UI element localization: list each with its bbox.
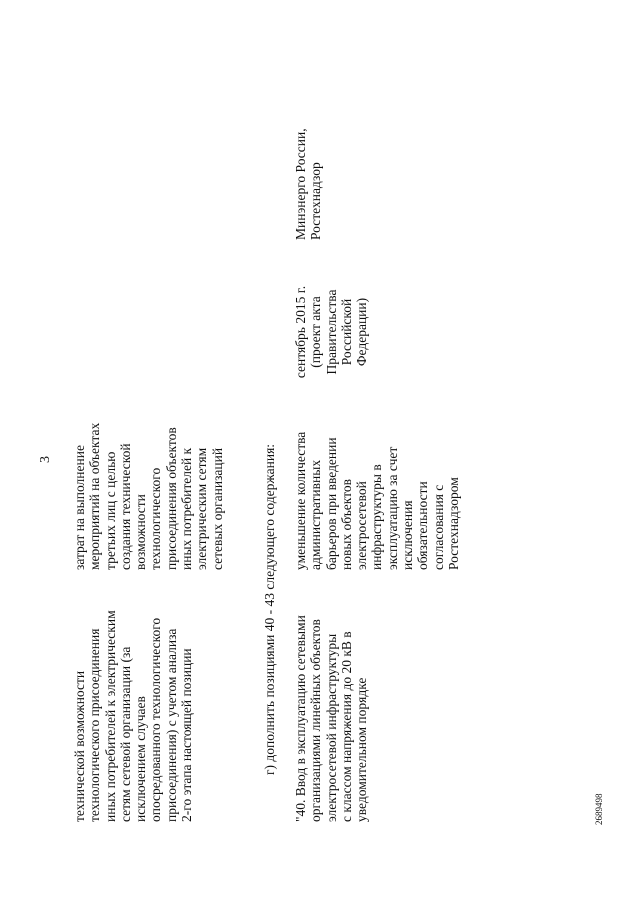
row1-col2-text: затрат на выполнение мероприятий на объектах третьих лиц с целью создания технической возможности технологического присоединения объектов иных потребителей к электрическим сетям сетевых организаций [72,422,225,570]
instruction-text: г) дополнить позициями 40 - 43 следующего содержания: [262,443,277,775]
row2-col3-text: сентябрь 2015 г. (проект акта Правительства Российской Федерации) [293,285,370,379]
row2-col1-text: "40. Ввод в эксплуатацию сетевыми организациями линейных объектов электросетевой инфраструктуры с классом напряжения до 20 кВ в уведомительном порядке [293,615,370,822]
row1-col1-text: технической возможности технологического присоединения иных потребителей к электрическим сетям сетевой организации (за исключением случаев опосредованного технологического присоединения) с учетом анализа 2-го этапа настоящей позиции [72,610,195,822]
document-code: 2689498 [594,793,604,825]
page-number: 3 [38,456,53,463]
row2-col2-text: уменьшение количества административных барьеров при введении новых объектов электросетевой инфраструктуры в эксплуатацию за счет исключения обязательности согласования с Ростехнадзором [293,431,461,570]
row2-col4-text: Минэнерго России, Ростехнадзор [293,128,324,240]
